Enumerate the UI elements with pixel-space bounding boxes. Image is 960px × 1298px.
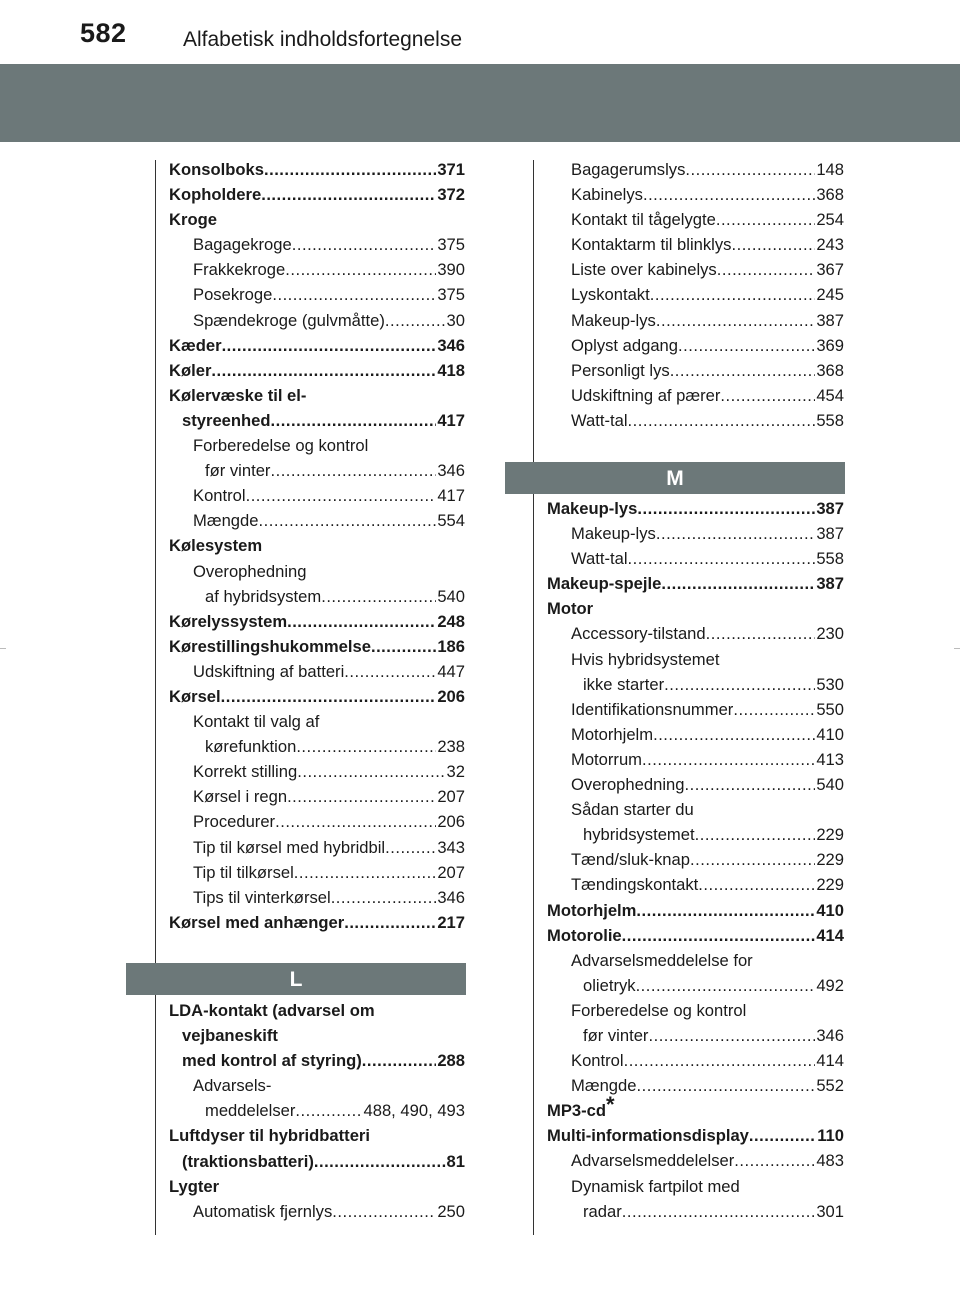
dot-leader [259, 508, 437, 533]
index-entry-label: Identifikationsnummer [571, 699, 734, 719]
dot-leader [749, 1123, 816, 1148]
index-entry [169, 458, 465, 483]
dot-leader [731, 232, 815, 257]
index-entry [547, 847, 844, 872]
index-entry-label: Makeup-lys [571, 310, 656, 330]
index-entry-label: Forberedelse og kontrol [571, 1000, 747, 1020]
index-entry-label: Overophedning [193, 561, 307, 581]
index-entry-page: 207 [437, 787, 465, 807]
index-entry [547, 722, 844, 747]
index-entry-page: 414 [816, 925, 844, 945]
dot-leader [264, 157, 436, 182]
index-entry [547, 822, 844, 847]
index-entry-label: Automatisk fjernlys [193, 1201, 333, 1221]
dot-leader [637, 1073, 816, 1098]
index-entry [547, 1123, 844, 1148]
index-entry-page: 387 [816, 310, 844, 330]
index-entry-label: Sådan starter du [571, 800, 694, 820]
index-entry [169, 358, 465, 383]
index-entry [547, 571, 844, 596]
index-entry-label: Tip til tilkørsel [193, 862, 294, 882]
index-entry-page: 346 [437, 461, 465, 481]
crop-mark [954, 648, 960, 649]
index-entry-page: 417 [437, 486, 465, 506]
dot-leader [734, 1148, 815, 1173]
index-entry-label: Mængde [571, 1076, 637, 1096]
index-entry-label: Makeup-lys [547, 499, 638, 518]
index-entry [547, 596, 844, 621]
index-entry [547, 308, 844, 333]
index-entry [547, 797, 844, 822]
index-entry-label: Forberedelse og kontrol [193, 436, 369, 456]
index-entry-label: Tændingskontakt [571, 875, 699, 895]
index-entry-label: Kroge [169, 210, 217, 230]
dot-leader [292, 232, 437, 257]
index-entry-page: 346 [437, 887, 465, 907]
index-entry-page: 540 [816, 775, 844, 795]
index-entry-page: 346 [437, 335, 465, 355]
dot-leader [661, 571, 815, 596]
index-entry-label: meddelelser [205, 1101, 296, 1121]
index-entry-label: (traktionsbatteri) [182, 1151, 314, 1171]
index-entry [547, 207, 844, 232]
index-entry-label: Makeup-lys [571, 524, 656, 544]
index-entry-page: 554 [437, 511, 465, 531]
index-entry [169, 533, 465, 558]
index-entry [547, 772, 844, 797]
index-entry-page: 230 [816, 624, 844, 644]
dot-leader [622, 1199, 816, 1224]
index-entry [169, 1073, 465, 1098]
index-entry-label: hybridsystemet [583, 825, 695, 845]
index-entry-label: Makeup-spejle [547, 574, 662, 594]
index-entry-page: 483 [816, 1151, 844, 1171]
index-entry-page: 288 [437, 1051, 465, 1071]
right-column-rule [533, 160, 534, 1235]
index-entry-label: Accessory-tilstand [571, 624, 706, 644]
index-entry-label: Liste over kabinelys [571, 260, 717, 280]
index-entry-label: Kølesystem [169, 536, 263, 556]
index-entry [169, 282, 465, 307]
index-entry-page: 301 [816, 1201, 844, 1221]
index-entry-page: 369 [816, 335, 844, 355]
index-entry-page: 447 [437, 661, 465, 681]
dot-leader [362, 1048, 437, 1073]
index-entry-label: Kørestillingshukommelse [169, 636, 371, 656]
index-entry-page: 371 [437, 160, 465, 179]
index-entry-label: Bagagekroge [193, 235, 292, 255]
index-entry-label: Frakkekroge [193, 260, 286, 280]
index-entry-label: styreenhed [182, 410, 271, 430]
index-entry [547, 1174, 844, 1199]
dot-leader [678, 333, 815, 358]
dot-leader [385, 835, 436, 860]
index-entry [547, 621, 844, 646]
dot-leader [622, 923, 816, 948]
index-entry-label: Procedurer [193, 812, 276, 832]
dot-leader [270, 458, 436, 483]
index-entry-page: 552 [816, 1076, 844, 1096]
index-entry [169, 885, 465, 910]
index-entry-page: 540 [437, 586, 465, 606]
index-entry [547, 521, 844, 546]
index-entry-page: 492 [816, 975, 844, 995]
index-entry-label: Lyskontakt [571, 285, 650, 305]
index-entry-label: Kontrol [571, 1051, 624, 1071]
index-entry-label: Advarselsmeddelelse for [571, 950, 753, 970]
index-entry-label: Kæder [169, 335, 222, 355]
index-entry-page: 417 [437, 410, 465, 430]
dot-leader [717, 257, 816, 282]
index-entry-label: kørefunktion [205, 737, 297, 757]
index-entry [547, 998, 844, 1023]
index-entry [547, 182, 844, 207]
dot-leader [211, 358, 436, 383]
index-entry [169, 308, 465, 333]
index-entry [547, 1023, 844, 1048]
dot-leader [296, 734, 436, 759]
dot-leader [656, 521, 815, 546]
index-entry-label: Overophedning [571, 775, 685, 795]
index-entry-page: 454 [816, 385, 844, 405]
index-entry [169, 609, 465, 634]
index-entry-page: 343 [437, 837, 465, 857]
dot-leader [295, 1098, 362, 1123]
index-entry-page: 488, 490, 493 [363, 1101, 465, 1121]
index-entry-label: Personligt lys [571, 360, 670, 380]
index-entry [547, 697, 844, 722]
index-entry [169, 659, 465, 684]
index-entry-label: Bagagerumslys [571, 160, 686, 179]
index-entry [169, 1098, 465, 1123]
dot-leader [733, 697, 815, 722]
index-entry-label: Motorhjelm [571, 724, 654, 744]
index-entry [169, 1149, 465, 1174]
index-entry-label: Kontakt til tågelygte [571, 210, 716, 230]
index-entry-page: 207 [437, 862, 465, 882]
index-entry [169, 584, 465, 609]
index-entry-label: Motor [547, 599, 594, 619]
dot-leader [684, 772, 815, 797]
index-entry-page: 248 [437, 611, 465, 631]
dot-leader [698, 872, 815, 897]
dot-leader [628, 408, 816, 433]
dot-leader [670, 358, 816, 383]
index-entry-page: 368 [816, 185, 844, 205]
dot-leader [628, 546, 816, 571]
index-entry [169, 182, 465, 207]
dot-leader [636, 898, 815, 923]
dot-leader [716, 207, 815, 232]
index-entry-page: 217 [437, 912, 465, 932]
index-entry [169, 483, 465, 508]
dot-leader [331, 885, 437, 910]
index-entry-label: Kørsel [169, 686, 221, 706]
index-entry [547, 358, 844, 383]
dot-leader [706, 621, 816, 646]
index-entry [547, 872, 844, 897]
index-entry-label: Kontrol [193, 486, 246, 506]
index-entry [547, 672, 844, 697]
index-entry [547, 923, 844, 948]
index-entry-label: Luftdyser til hybridbatteri [169, 1126, 370, 1146]
index-entry [169, 1174, 465, 1199]
index-entry [169, 784, 465, 809]
index-entry-page: 375 [437, 285, 465, 305]
index-entry [169, 207, 465, 232]
index-entry-label: Tip til kørsel med hybridbil [193, 837, 386, 857]
index-entry-label: olietryk [583, 975, 636, 995]
index-entry-page: 206 [437, 812, 465, 832]
index-entry-label: Kørsel i regn [193, 787, 288, 807]
index-entry-page: 530 [816, 674, 844, 694]
dot-leader [685, 157, 815, 182]
index-entry-label: Watt-tal [571, 410, 628, 430]
index-entry [547, 408, 844, 433]
index-entry-page: 206 [437, 686, 465, 706]
index-entry-page: 413 [816, 749, 844, 769]
dot-leader [637, 496, 815, 521]
left-index-column-l [169, 998, 465, 1224]
index-entry-label: vejbaneskift [182, 1026, 278, 1046]
index-entry [547, 546, 844, 571]
index-entry [547, 383, 844, 408]
index-entry-page: 148 [816, 160, 844, 179]
index-entry-label: Watt-tal [571, 549, 628, 569]
index-entry [169, 232, 465, 257]
index-entry-label: Motorhjelm [547, 900, 637, 920]
index-entry-label: Køler [169, 360, 212, 380]
index-entry-page: 367 [816, 260, 844, 280]
asterisk-footnote-mark: * [606, 1092, 615, 1118]
index-entry-label: Advarselsmeddelelser [571, 1151, 735, 1171]
dot-leader [642, 747, 815, 772]
index-entry-page: 250 [437, 1201, 465, 1221]
index-entry [547, 1092, 844, 1123]
index-entry-page: 387 [816, 524, 844, 544]
index-entry [169, 1199, 465, 1224]
section-header-m: M [505, 462, 845, 494]
index-entry-page: 410 [816, 900, 844, 920]
index-entry-label: Kabinelys [571, 185, 643, 205]
index-entry [547, 232, 844, 257]
index-entry-label: Multi-informationsdisplay [547, 1126, 749, 1146]
index-entry-label: Oplyst adgang [571, 335, 679, 355]
dot-leader [385, 308, 446, 333]
index-entry [169, 835, 465, 860]
dot-leader [261, 182, 436, 207]
index-entry-label: Advarsels- [193, 1076, 272, 1096]
dot-leader [344, 659, 436, 684]
index-entry [547, 1148, 844, 1173]
index-entry-page: 238 [437, 737, 465, 757]
index-entry [547, 1048, 844, 1073]
index-entry [169, 759, 465, 784]
index-entry-label: ikke starter [583, 674, 665, 694]
index-entry-label: radar [583, 1201, 622, 1221]
index-entry-label: Konsolboks [169, 160, 264, 179]
index-entry [169, 383, 465, 408]
dot-leader [636, 973, 816, 998]
index-entry [169, 1048, 465, 1073]
dot-leader [650, 282, 816, 307]
index-entry [547, 1199, 844, 1224]
index-entry-page: 418 [437, 360, 465, 380]
index-entry-page: 558 [816, 549, 844, 569]
index-entry-page: 390 [437, 260, 465, 280]
dot-leader [664, 672, 815, 697]
index-entry-label: Hvis hybridsystemet [571, 649, 720, 669]
index-entry-label: Kølervæske til el- [169, 385, 307, 405]
index-entry-page: 414 [816, 1051, 844, 1071]
index-entry [169, 734, 465, 759]
right-index-column [547, 157, 844, 433]
index-entry [547, 1073, 844, 1098]
dot-leader [653, 722, 815, 747]
dot-leader [285, 257, 436, 282]
index-entry-label: Tænd/sluk-knap [571, 850, 690, 870]
index-entry-page: 229 [816, 850, 844, 870]
index-entry-page: 550 [816, 699, 844, 719]
index-entry-label: før vinter [583, 1025, 649, 1045]
dot-leader [272, 282, 436, 307]
index-entry-page: 81 [446, 1151, 465, 1171]
left-column-rule [155, 160, 156, 1235]
index-entry [169, 559, 465, 584]
index-entry-label: LDA-kontakt (advarsel om [169, 1001, 375, 1020]
dot-leader [287, 784, 436, 809]
index-entry-label: Motorolie [547, 925, 622, 945]
dot-leader [275, 809, 436, 834]
index-entry [547, 973, 844, 998]
index-entry-page: 375 [437, 235, 465, 255]
dot-leader [314, 1149, 446, 1174]
index-entry-label: Korrekt stilling [193, 762, 298, 782]
index-entry-label: Udskiftning af pærer [571, 385, 721, 405]
index-entry [547, 282, 844, 307]
index-entry-label: Lygter [169, 1176, 220, 1196]
index-entry-page: 229 [816, 875, 844, 895]
index-entry-page: 387 [816, 574, 844, 594]
dot-leader [648, 1023, 815, 1048]
index-entry-page: 229 [816, 825, 844, 845]
index-entry-label: Motorrum [571, 749, 642, 769]
index-entry-label: MP3-cd [547, 1101, 607, 1121]
index-entry-page: 110 [817, 1126, 844, 1146]
index-entry-label: med kontrol af styring) [182, 1051, 362, 1071]
dot-leader [643, 182, 815, 207]
index-entry-label: Kopholdere [169, 185, 262, 205]
crop-mark [0, 648, 6, 649]
section-header-l: L [126, 963, 466, 995]
index-entry [169, 1123, 465, 1148]
dot-leader [287, 609, 436, 634]
index-entry [169, 257, 465, 282]
dot-leader [624, 1048, 816, 1073]
index-entry [547, 948, 844, 973]
index-entry [547, 157, 844, 182]
dot-leader [720, 383, 815, 408]
page-number: 582 [80, 18, 127, 48]
index-entry-page: 558 [816, 410, 844, 430]
index-entry [169, 157, 465, 182]
index-entry [169, 809, 465, 834]
index-entry-label: Tips til vinterkørsel [193, 887, 331, 907]
index-entry [169, 408, 465, 433]
index-entry [169, 1023, 465, 1048]
index-entry-page: 186 [437, 636, 465, 656]
index-entry [169, 998, 465, 1023]
index-entry-page: 368 [816, 360, 844, 380]
index-entry-page: 254 [816, 210, 844, 230]
header-band [0, 64, 960, 142]
dot-leader [690, 847, 815, 872]
index-entry-page: 32 [446, 762, 465, 782]
index-entry-label: Dynamisk fartpilot med [571, 1176, 740, 1196]
dot-leader [656, 308, 815, 333]
index-entry [547, 898, 844, 923]
index-entry-label: Kørelyssystem [169, 611, 288, 631]
page-title: Alfabetisk indholdsfortegnelse [183, 28, 463, 51]
dot-leader [271, 408, 437, 433]
left-index-column [169, 157, 465, 935]
index-entry [169, 684, 465, 709]
dot-leader [344, 910, 436, 935]
dot-leader [321, 584, 436, 609]
index-entry-label: Mængde [193, 511, 259, 531]
index-entry-label: Kontaktarm til blinklys [571, 235, 732, 255]
dot-leader [695, 822, 816, 847]
index-entry-page: 243 [816, 235, 844, 255]
index-entry [169, 709, 465, 734]
index-entry-page: 346 [816, 1025, 844, 1045]
index-entry [169, 333, 465, 358]
index-entry [169, 860, 465, 885]
index-entry [169, 910, 465, 935]
index-entry-label: Udskiftning af batteri [193, 661, 345, 681]
index-entry [547, 333, 844, 358]
index-entry [169, 433, 465, 458]
dot-leader [297, 759, 445, 784]
index-entry-label: Kontakt til valg af [193, 712, 320, 732]
dot-leader [294, 860, 437, 885]
index-entry [169, 634, 465, 659]
index-entry [547, 496, 844, 521]
index-entry [547, 747, 844, 772]
index-entry [169, 508, 465, 533]
index-entry-page: 30 [446, 310, 465, 330]
right-index-column-m [547, 496, 844, 1224]
index-entry-label: før vinter [205, 461, 271, 481]
index-entry [547, 257, 844, 282]
index-entry-label: Kørsel med anhænger [169, 912, 345, 932]
dot-leader [332, 1199, 436, 1224]
index-entry-label: Spændekroge (gulvmåtte) [193, 310, 385, 330]
index-entry-page: 245 [816, 285, 844, 305]
index-entry-label: Posekroge [193, 285, 273, 305]
dot-leader [246, 483, 437, 508]
index-entry-label: af hybridsystem [205, 586, 322, 606]
dot-leader [221, 684, 437, 709]
index-entry-page: 387 [816, 499, 844, 518]
index-entry [547, 647, 844, 672]
index-entry-page: 410 [816, 724, 844, 744]
dot-leader [371, 634, 436, 659]
dot-leader [222, 333, 437, 358]
index-entry-page: 372 [437, 185, 465, 205]
